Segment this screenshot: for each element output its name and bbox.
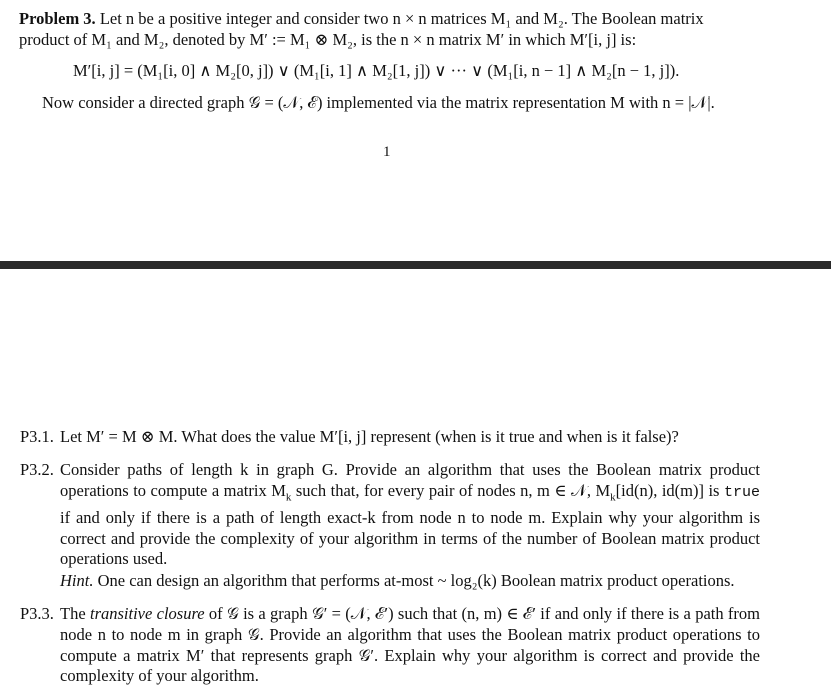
transitive-closure-term: transitive closure (89, 604, 205, 623)
question-number: P3.1. (20, 427, 54, 446)
question-text: Consider paths of length k in graph G. Provide an algorithm that uses the Boolean matrix product operations to compute a matrix $M_k$ such that, for every pair of nodes n, m ∈ 𝒩, $M_k[id(n)$, id(m)] is true if and only if there is a path of length exact-k from node n to node m. Explain why your algorithm is correct and provide the complexity of your algorithm in terms of the number of Boolean matrix product operations used. (60, 460, 760, 569)
page-number: 1 (383, 144, 391, 160)
true-keyword: true (723, 483, 760, 501)
problem-intro-line-2: product of M₁ and M₂, denoted by M′ := M₁ ⊗ M₂, is the n × n matrix M′ in which M′[i, j] is: (19, 30, 637, 49)
question-text: The transitive closure of 𝒢 is a graph 𝒢′ = (𝒩, ℰ′) such that (n, m) ∈ ℰ′ if and only if there is a path from node n to node m in graph 𝒢. Provide an algorithm that uses the Boolean matrix product operations to compute a matrix M′ that represents graph 𝒢′. Explain why your algorithm is correct and provide the complexity of your algorithm. (60, 604, 760, 686)
problem-intro-line-3: Now consider a directed graph 𝒢 = (𝒩, ℰ) implemented via the matrix representation M with n = |𝒩|. (42, 93, 715, 112)
question-number: P3.3. (20, 604, 54, 623)
problem-text-1: Let n be a positive integer and consider two n × n matrices M₁ and M₂. The Boolean matrix (99, 9, 704, 28)
hint-label: Hint. (60, 571, 94, 590)
problem-heading: Problem 3. (19, 9, 96, 28)
page-separator (0, 261, 831, 269)
hint (60, 571, 760, 592)
problem-intro-line-1 (19, 8, 704, 29)
boolean-product-formula: M′[i, j] = (M₁[i, 0] ∧ M₂[0, j]) ∨ (M₁[i, 1] ∧ M₂[1, j]) ∨ ··· ∨ (M₁[i, n − 1] ∧ M₂[n − 1, j]). (73, 61, 680, 80)
question-text: Let M′ = M ⊗ M. What does the value M′[i, j] represent (when is it true and when is it false)? (60, 427, 679, 446)
question-number: P3.2. (20, 460, 54, 479)
hint-text: One can design an algorithm that performs at-most ~ log₂(k) Boolean matrix product operations. (97, 571, 735, 590)
